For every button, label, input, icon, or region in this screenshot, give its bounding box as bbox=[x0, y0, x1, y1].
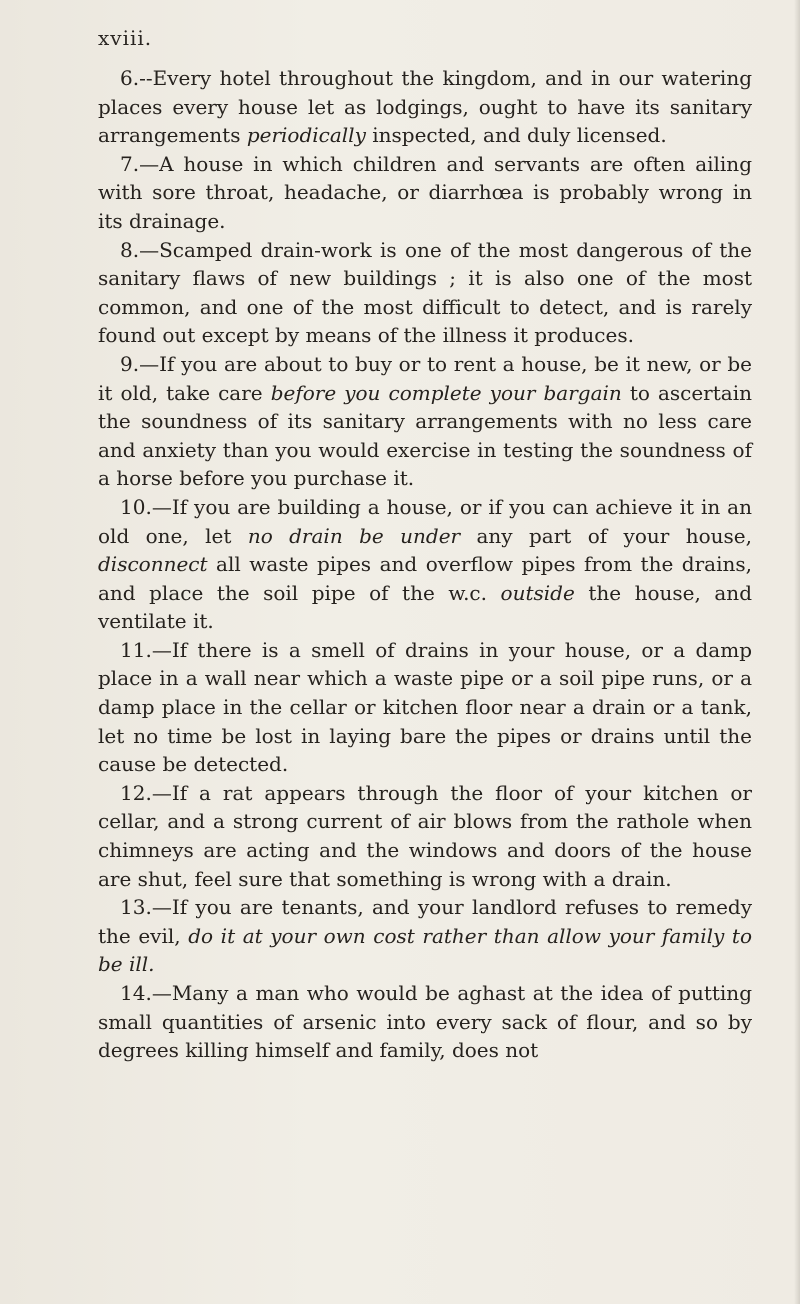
paragraph-text: to ascertain the soundness of its sanitary arrangements with no less care and anxiety than you would exercise in testing the soundness of a horse before you purchase it. bbox=[98, 380, 752, 491]
paragraph-text: —A house in which children and servants are often ailing with sore throat, headache, or diarrhœa is probably wrong in its drainage. bbox=[98, 151, 752, 233]
paragraph-number: 7. bbox=[120, 151, 140, 176]
paragraph-text: —If you are building a house, or if you can achieve it in an old one, let bbox=[98, 494, 752, 548]
paragraph-text: —If you are tenants, and your landlord refuses to remedy the evil, bbox=[98, 895, 752, 948]
paragraph-text: —If a rat appears through the floor of your kitchen or cellar, and a strong current of air blows from the rathole when chimneys are acting and the windows and doors of the house are shut, feel sure that something is wrong with a drain. bbox=[98, 780, 752, 891]
paragraph-text: —Many a man who would be aghast at the idea of putting small quantities of arsenic into every sack of flour, and so by degrees killing himself and family, does not bbox=[98, 981, 752, 1063]
paragraph-14 bbox=[98, 979, 752, 1065]
paragraph-number: 6. bbox=[120, 66, 140, 90]
emphasis-text: do it at your own cost rather than allow your family to be ill. bbox=[98, 923, 752, 977]
page-number: xviii. bbox=[98, 26, 153, 50]
paragraph-11 bbox=[98, 636, 752, 779]
paragraph-number: 10. bbox=[120, 494, 152, 519]
paragraph-text: any part of your house, bbox=[460, 523, 752, 548]
paragraph-number: 11. bbox=[120, 637, 152, 662]
paragraph-number: 8. bbox=[120, 237, 140, 262]
paragraph-text: inspected, and duly licensed. bbox=[365, 123, 667, 148]
paragraph-12 bbox=[98, 779, 752, 893]
emphasis-text: disconnect bbox=[98, 552, 208, 577]
paragraph-number: 13. bbox=[120, 895, 152, 920]
paragraph-9 bbox=[98, 350, 752, 493]
page-edge-shadow bbox=[794, 0, 800, 1304]
paragraph-number: 12. bbox=[120, 780, 152, 805]
emphasis-text: no drain be under bbox=[247, 523, 461, 548]
paragraph-7 bbox=[98, 150, 752, 236]
emphasis-text: before you complete your bargain bbox=[270, 380, 622, 405]
paragraph-text: —Scamped drain-work is one of the most dangerous of the sanitary flaws of new buildings ; it is also one of the most common, and one of the most difficult to detect, and is rarely found out except by means of the illness it produces. bbox=[98, 237, 752, 348]
paragraph-8 bbox=[98, 236, 752, 350]
paragraph-10 bbox=[98, 493, 752, 636]
page-body bbox=[98, 64, 752, 1065]
emphasis-text: outside bbox=[500, 580, 575, 605]
paragraph-text: --Every hotel throughout the kingdom, and in our watering places every house let as lodgings, ought to have its sanitary arrangements bbox=[98, 66, 752, 148]
paragraph-text: all waste pipes and overflow pipes from the drains, and place the soil pipe of the w.c. bbox=[98, 552, 752, 605]
emphasis-text: periodically bbox=[246, 123, 366, 148]
paragraph-number: 9. bbox=[120, 351, 140, 376]
paragraph-text: —If you are about to buy or to rent a house, be it new, or be it old, take care bbox=[98, 351, 752, 405]
paragraph-6 bbox=[98, 64, 752, 150]
paragraph-text: —If there is a smell of drains in your house, or a damp place in a wall near which a waste pipe or a soil pipe runs, or a damp place in the cellar or kitchen floor near a drain or a tank, let no time be lost in laying bare the pipes or drains until the cause be detected. bbox=[98, 637, 752, 777]
paragraph-13 bbox=[98, 893, 752, 979]
paragraph-text: the house, and ventilate it. bbox=[98, 580, 752, 634]
paragraph-number: 14. bbox=[120, 981, 152, 1005]
